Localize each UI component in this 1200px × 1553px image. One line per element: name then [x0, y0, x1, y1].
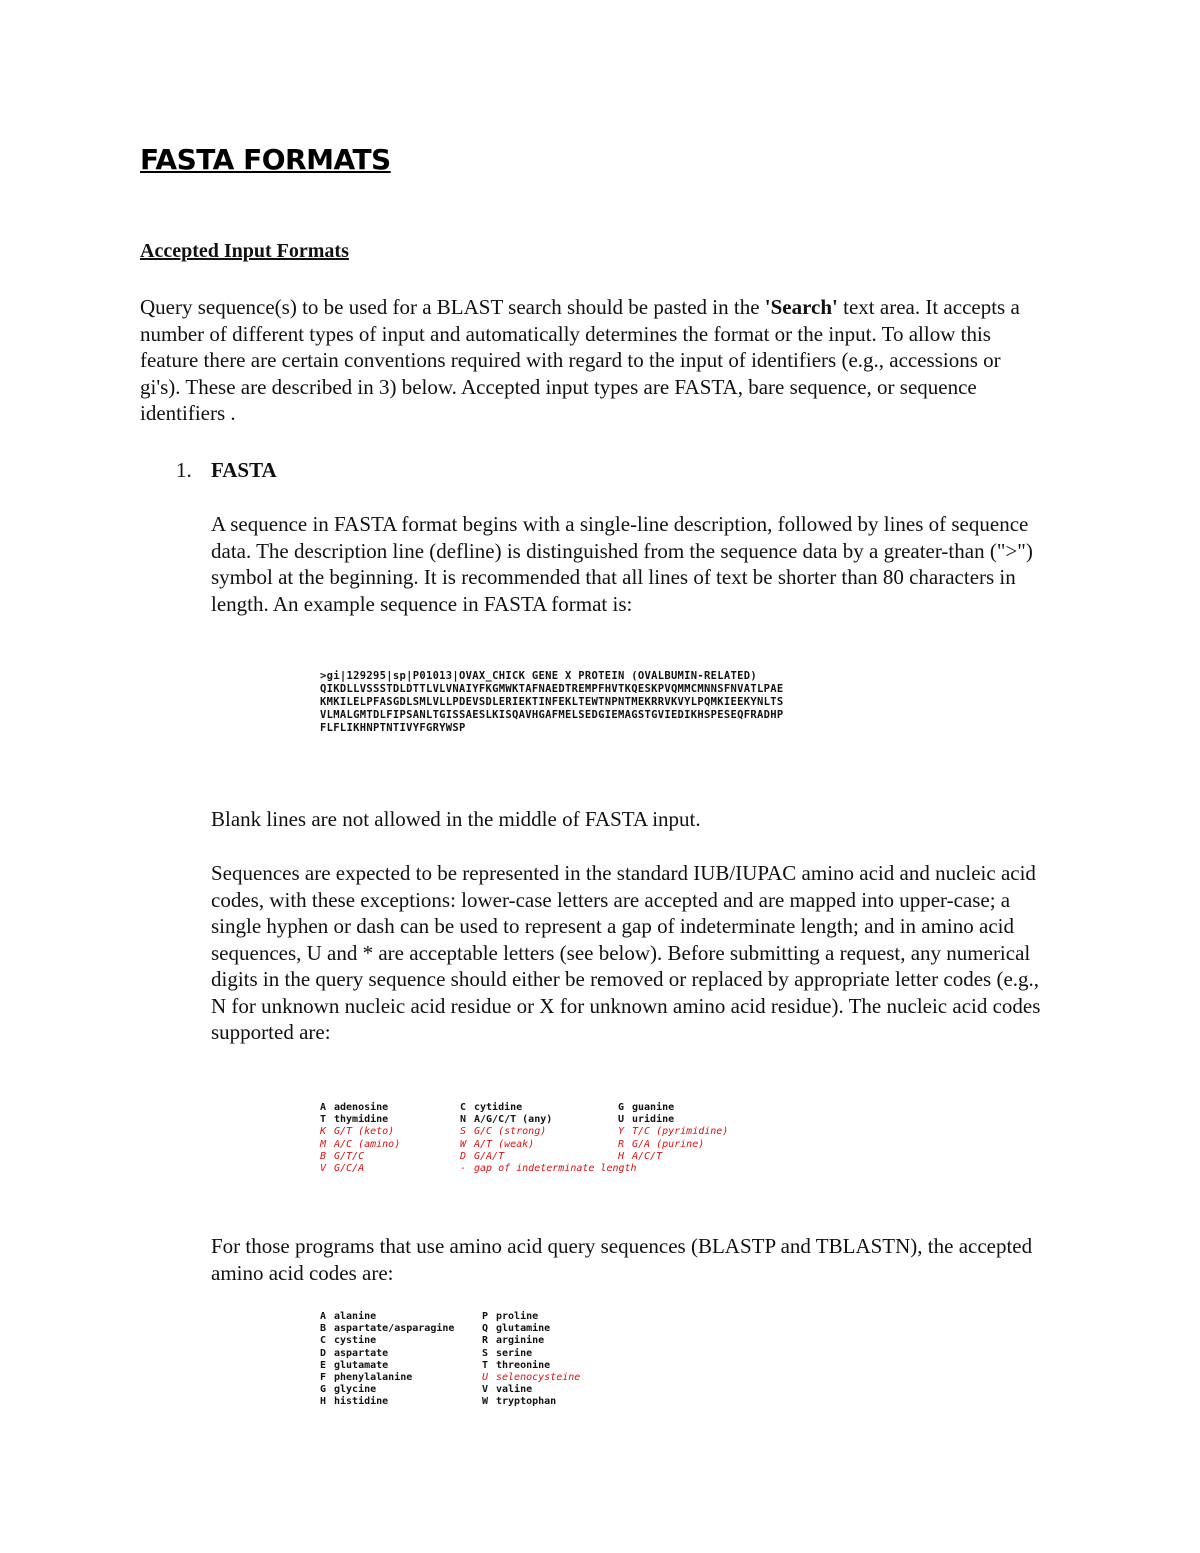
code-meaning: A/G/C/T (any)	[474, 1114, 553, 1126]
code-meaning: arginine	[496, 1335, 545, 1347]
code-meaning: G/C/A	[334, 1162, 365, 1174]
code-letter: H	[320, 1396, 327, 1408]
code-letter: T	[482, 1359, 489, 1371]
code-meaning: valine	[496, 1384, 533, 1396]
code-entry	[618, 1151, 662, 1163]
code-meaning: tryptophan	[496, 1396, 557, 1408]
code-letter: N	[460, 1114, 467, 1126]
code-meaning: serine	[496, 1347, 533, 1359]
example-sequence-block	[320, 670, 784, 735]
code-meaning: alanine	[334, 1311, 377, 1322]
list-item-title: FASTA	[211, 458, 277, 482]
code-entry	[618, 1126, 728, 1138]
code-meaning: glutamine	[496, 1323, 551, 1335]
code-letter: F	[320, 1371, 327, 1383]
code-entry	[320, 1384, 376, 1396]
code-entry	[482, 1348, 532, 1360]
code-entry	[618, 1139, 704, 1151]
code-meaning: selenocysteine	[496, 1371, 581, 1383]
code-letter: S	[482, 1347, 489, 1359]
code-entry	[320, 1323, 454, 1335]
sequence-line: >gi|129295|sp|P01013|OVAX_CHICK GENE X PROTEIN (OVALBUMIN-RELATED)	[320, 670, 758, 682]
code-entry	[320, 1372, 412, 1384]
page-title: FASTA FORMATS	[140, 143, 391, 176]
code-meaning: G/C (strong)	[474, 1126, 547, 1138]
code-letter: C	[460, 1102, 467, 1113]
code-entry	[482, 1384, 532, 1396]
code-letter: B	[320, 1150, 327, 1162]
code-entry	[320, 1163, 364, 1175]
code-letter: E	[320, 1359, 327, 1371]
code-letter: D	[320, 1347, 327, 1359]
code-meaning: proline	[496, 1311, 539, 1322]
code-meaning: guanine	[632, 1102, 675, 1113]
code-entry	[320, 1348, 388, 1360]
code-meaning: glutamate	[334, 1359, 389, 1371]
code-entry	[618, 1102, 674, 1114]
code-entry	[320, 1126, 394, 1138]
code-entry	[460, 1139, 534, 1151]
sequence-line: KMKILELPFASGDLSMLVLLPDEVSDLERIEKTINFEKLTEWTNPNTMEKRRVKVYLPQMKIEEKYNLTS	[320, 696, 784, 708]
section-heading: Accepted Input Formats	[140, 240, 349, 262]
code-entry	[320, 1335, 376, 1347]
code-meaning: A/C/T	[632, 1150, 663, 1162]
code-letter: A	[320, 1311, 327, 1322]
code-entry	[460, 1163, 637, 1175]
code-letter: Y	[618, 1126, 625, 1138]
code-letter: C	[320, 1335, 327, 1347]
code-meaning: G/A/T	[474, 1150, 505, 1162]
code-meaning: histidine	[334, 1396, 389, 1408]
code-letter: A	[320, 1102, 327, 1113]
code-letter: R	[618, 1138, 625, 1150]
code-entry	[482, 1372, 580, 1384]
code-entry	[460, 1102, 522, 1114]
code-entry	[320, 1311, 376, 1323]
code-entry	[482, 1360, 550, 1372]
code-entry	[320, 1114, 388, 1126]
intro-paragraph	[140, 294, 1045, 427]
code-entry	[482, 1396, 556, 1408]
intro-text-part2: text area. It accepts a number of different types of input and automatically determines the format or the input. To allow this feature there are certain conventions required with regard to the input of identifiers (e.g., accessions or gi's). These are described in 3) below. Accepted input types are FASTA, bare sequence, or sequence identifiers .	[140, 295, 1020, 425]
list-number: 1.	[176, 458, 192, 482]
code-meaning: cytidine	[474, 1102, 523, 1113]
fasta-description-paragraph: A sequence in FASTA format begins with a single-line description, followed by lines of sequence data. The description line (defline) is distinguished from the sequence data by a greater-than (">") symbol at the beginning. It is recommended that all lines of text be shorter than 80 characters in length. An example sequence in FASTA format is:	[211, 512, 1033, 616]
code-meaning: adenosine	[334, 1102, 389, 1113]
code-entry	[320, 1139, 400, 1151]
code-meaning: T/C (pyrimidine)	[632, 1126, 729, 1138]
code-meaning: thymidine	[334, 1114, 389, 1126]
code-meaning: G/A (purine)	[632, 1138, 705, 1150]
code-entry	[460, 1114, 552, 1126]
code-meaning: aspartate/asparagine	[334, 1323, 455, 1335]
code-entry	[618, 1114, 674, 1126]
code-letter: V	[482, 1384, 489, 1396]
code-entry	[460, 1126, 546, 1138]
code-letter: U	[618, 1114, 625, 1126]
code-letter: U	[482, 1371, 489, 1383]
code-meaning: A/T (weak)	[474, 1138, 535, 1150]
intro-text-part1: Query sequence(s) to be used for a BLAST search should be pasted in the	[140, 295, 765, 319]
code-letter: P	[482, 1311, 489, 1322]
code-meaning: phenylalanine	[334, 1371, 413, 1383]
code-meaning: aspartate	[334, 1347, 389, 1359]
sequence-line: VLMALGMTDLFIPSANLTGISSAESLKISQAVHGAFMELSEDGIEMAGSTGVIEDIKHSPESEQFRADHP	[320, 709, 784, 721]
code-letter: V	[320, 1162, 327, 1174]
code-entry	[320, 1151, 364, 1163]
code-letter: H	[618, 1150, 625, 1162]
amino-acid-paragraph: For those programs that use amino acid query sequences (BLASTP and TBLASTN), the accepted amino acid codes are:	[211, 1234, 1033, 1285]
blank-lines-paragraph: Blank lines are not allowed in the middle of FASTA input.	[211, 807, 701, 831]
code-letter: R	[482, 1335, 489, 1347]
code-entry	[320, 1102, 388, 1114]
code-letter: G	[618, 1102, 625, 1113]
code-letter: W	[482, 1396, 489, 1408]
code-letter: G	[320, 1384, 327, 1396]
code-letter: -	[460, 1162, 467, 1174]
code-entry	[320, 1360, 388, 1372]
code-entry	[482, 1323, 550, 1335]
code-meaning: G/T/C	[334, 1150, 365, 1162]
code-entry	[482, 1311, 538, 1323]
code-letter: Q	[482, 1323, 489, 1335]
sequence-line: FLFLIKHNPTNTIVYFGRYWSP	[320, 722, 466, 734]
code-letter: T	[320, 1114, 327, 1126]
code-meaning: uridine	[632, 1114, 675, 1126]
code-entry	[460, 1151, 504, 1163]
code-meaning: A/C (amino)	[334, 1138, 401, 1150]
code-meaning: gap of indeterminate length	[474, 1162, 637, 1174]
code-letter: B	[320, 1323, 327, 1335]
code-letter: S	[460, 1126, 467, 1138]
code-meaning: cystine	[334, 1335, 377, 1347]
code-meaning: threonine	[496, 1359, 551, 1371]
code-meaning: glycine	[334, 1384, 377, 1396]
code-letter: K	[320, 1126, 327, 1138]
code-letter: W	[460, 1138, 467, 1150]
intro-search-term: 'Search'	[764, 295, 838, 319]
code-letter: D	[460, 1150, 467, 1162]
sequence-line: QIKDLLVSSSTDLDTTLVLVNAIYFKGMWKTAFNAEDTREMPFHVTKQESKPVQMMCMNNSFNVATLPAE	[320, 683, 784, 695]
code-meaning: G/T (keto)	[334, 1126, 395, 1138]
sequences-paragraph: Sequences are expected to be represented in the standard IUB/IUPAC amino acid and nucleic acid codes, with these exceptions: lower-case letters are accepted and are mapped into upper-case; a single hyphen or dash can be used to represent a gap of indeterminate length; and in amino acid sequences, U and * are acceptable letters (see below). Before submitting a request, any numerical digits in the query sequence should either be removed or replaced by appropriate letter codes (e.g., N for unknown nucleic acid residue or X for unknown amino acid residue). The nucleic acid codes supported are:	[211, 861, 1041, 1044]
code-letter: M	[320, 1138, 327, 1150]
code-entry	[320, 1396, 388, 1408]
code-entry	[482, 1335, 544, 1347]
